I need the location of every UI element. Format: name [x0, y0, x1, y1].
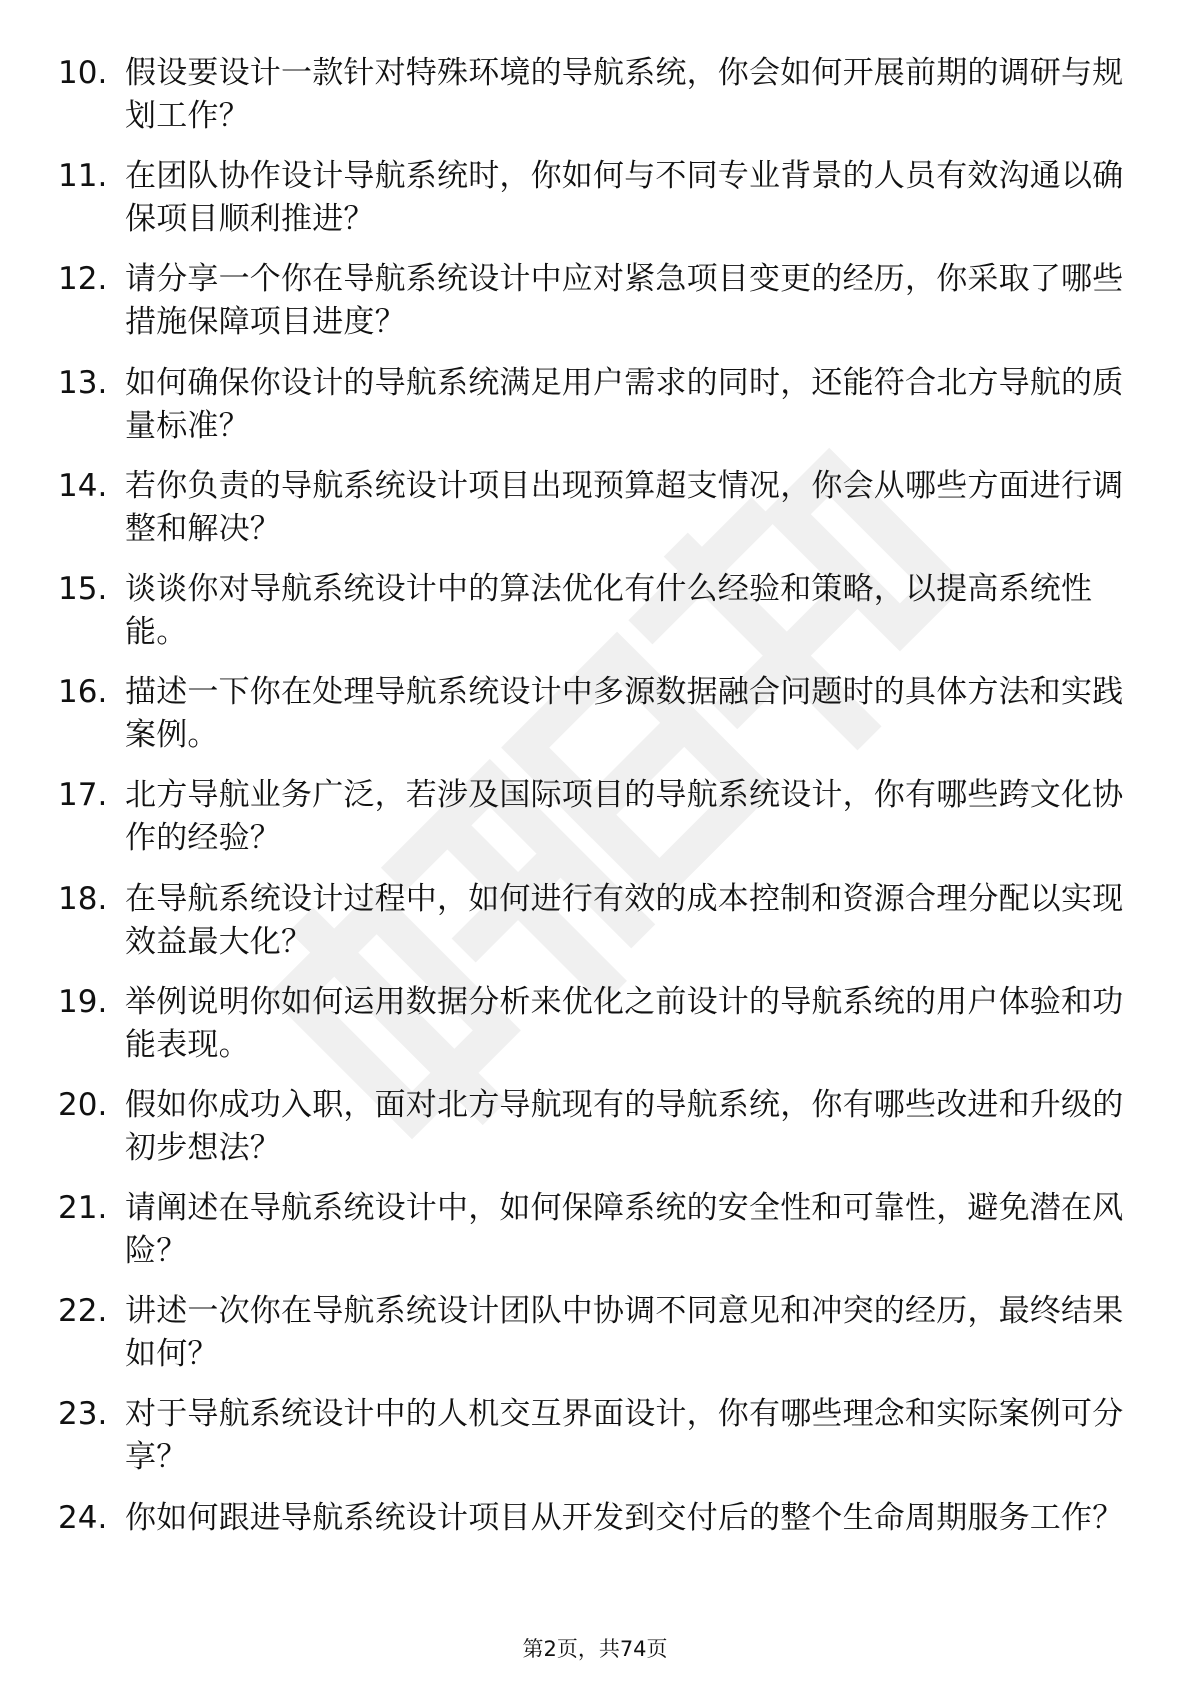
- question-text: 对于导航系统设计中的人机交互界面设计，你有哪些理念和实际案例可分享？: [125, 1396, 1124, 1476]
- question-text: 谈谈你对导航系统设计中的算法优化有什么经验和策略，以提高系统性能。: [125, 570, 1093, 650]
- question-item: [0, 878, 1190, 981]
- question-number: 14.: [58, 467, 108, 504]
- question-number: 24.: [58, 1499, 108, 1536]
- question-number: 19.: [58, 983, 108, 1020]
- question-item: [0, 671, 1190, 774]
- question-number: 10.: [58, 55, 108, 91]
- question-number: 20.: [58, 1086, 108, 1123]
- question-number: 18.: [58, 880, 108, 917]
- page-number-label: 第2页，共74页: [522, 1637, 668, 1661]
- question-text: 请阐述在导航系统设计中，如何保障系统的安全性和可靠性，避免潜在风险？: [125, 1190, 1124, 1270]
- question-text: 请分享一个你在导航系统设计中应对紧急项目变更的经历，你采取了哪些措施保障项目进度？: [125, 261, 1124, 341]
- question-text: 如何确保你设计的导航系统满足用户需求的同时，还能符合北方导航的质量标准？: [125, 364, 1124, 444]
- question-number: 12.: [58, 261, 108, 298]
- question-item: [0, 981, 1190, 1084]
- question-item: [0, 155, 1190, 258]
- question-item: [0, 774, 1190, 877]
- question-item: [0, 52, 1190, 155]
- question-number: 23.: [58, 1396, 108, 1433]
- question-item: [0, 465, 1190, 568]
- question-text: 举例说明你如何运用数据分析来优化之前设计的导航系统的用户体验和功能表现。: [125, 983, 1124, 1063]
- question-text: 若你负责的导航系统设计项目出现预算超支情况，你会从哪些方面进行调整和解决？: [125, 467, 1124, 547]
- question-text: 描述一下你在处理导航系统设计中多源数据融合问题时的具体方法和实践案例。: [125, 674, 1124, 754]
- question-number: 15.: [58, 570, 108, 607]
- question-text: 北方导航业务广泛，若涉及国际项目的导航系统设计，你有哪些跨文化协作的经验？: [125, 777, 1124, 857]
- question-item: [0, 1290, 1190, 1393]
- question-text: 你如何跟进导航系统设计项目从开发到交付后的整个生命周期服务工作？: [125, 1499, 1124, 1536]
- question-item: [0, 1084, 1190, 1187]
- question-text: 讲述一次你在导航系统设计团队中协调不同意见和冲突的经历，最终结果如何？: [125, 1293, 1124, 1373]
- question-number: 17.: [58, 777, 108, 814]
- question-number: 21.: [58, 1190, 108, 1227]
- question-item: [0, 1393, 1190, 1496]
- question-text: 假如你成功入职，面对北方导航现有的导航系统，你有哪些改进和升级的初步想法？: [125, 1086, 1124, 1166]
- question-item: [0, 568, 1190, 671]
- question-item: [0, 1497, 1190, 1600]
- question-item: [0, 362, 1190, 465]
- page-footer: [0, 1635, 1190, 1663]
- question-item: [0, 258, 1190, 361]
- question-number: 11.: [58, 158, 108, 195]
- question-text: 在团队协作设计导航系统时，你如何与不同专业背景的人员有效沟通以确保项目顺利推进？: [125, 158, 1124, 238]
- question-number: 22.: [58, 1293, 108, 1330]
- question-number: 16.: [58, 674, 108, 711]
- question-text: 假设要设计一款针对特殊环境的导航系统，你会如何开展前期的调研与规划工作？: [125, 55, 1124, 134]
- question-text: 在导航系统设计过程中，如何进行有效的成本控制和资源合理分配以实现效益最大化？: [125, 880, 1124, 960]
- question-number: 13.: [58, 364, 108, 401]
- question-item: [0, 1187, 1190, 1290]
- question-list: [0, 52, 1190, 1600]
